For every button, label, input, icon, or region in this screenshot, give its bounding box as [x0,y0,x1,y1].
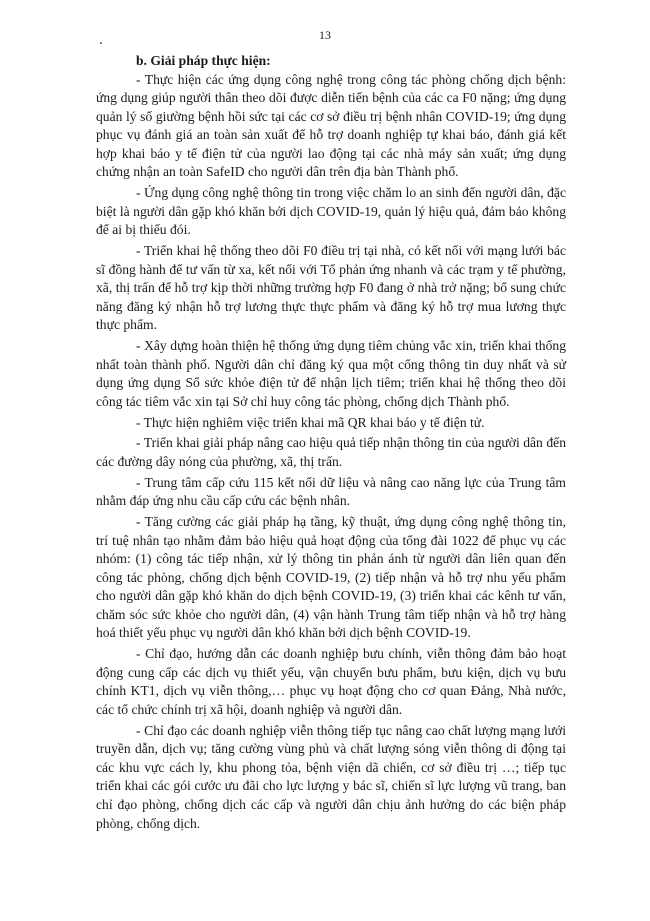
paragraph-4: - Xây dựng hoàn thiện hệ thống ứng dụng tiêm chủng vắc xin, triển khai thống nhất toàn thành phố. Người dân chỉ đăng ký qua một cổng thông tin duy nhất và sử dụng ứng dụng Sổ sức khỏe điện tử để nhận lịch tiêm; triển khai hệ thống theo dõi công tác tiêm vắc xin tại Sở chỉ huy công tác phòng, chống dịch Thành phố. [96,338,566,409]
paragraph-7: - Trung tâm cấp cứu 115 kết nối dữ liệu và nâng cao năng lực của Trung tâm nhằm đáp ứng nhu cầu cấp cứu các bệnh nhân. [96,474,566,509]
paragraph-9: - Chỉ đạo, hướng dẫn các doanh nghiệp bưu chính, viễn thông đảm bảo hoạt động cung cấp các dịch vụ thiết yếu, vận chuyển bưu phẩm, bưu kiện, dịch vụ bưu chính KT1, dịch vụ viễn thông,… phục vụ hoạt động cho cơ quan Đảng, Nhà nước, các tổ chức chính trị xã hội, doanh nghiệp và người dân. [96,646,566,717]
paragraph-5: - Thực hiện nghiêm việc triển khai mã QR khai báo y tế điện tử. [136,414,485,430]
document-body [96,52,566,835]
paragraph-2: - Ứng dụng công nghệ thông tin trong việc chăm lo an sinh đến người dân, đặc biệt là người dân gặp khó khăn bởi dịch COVID-19, quản lý hiệu quả, đảm bảo không để ai bị thiếu đói. [96,185,566,238]
paragraph-6: - Triển khai giải pháp nâng cao hiệu quả tiếp nhận thông tin của người dân đến các đường dây nóng của phường, xã, thị trấn. [96,435,566,469]
paragraph-3: - Triển khai hệ thống theo dõi F0 điều trị tại nhà, có kết nối với mạng lưới bác sĩ đồng hành để tư vấn từ xa, kết nối với Tổ phản ứng nhanh và các trạm y tế phường, xã, thị trấn để hỗ trợ kịp thời những trường hợp F0 đang ở nhà trở nặng; bổ sung chức năng đăng ký nhận hỗ trợ lương thực thực phẩm và đăng ký hỗ trợ mua lương thực thực phẩm. [96,243,566,333]
section-heading: b. Giải pháp thực hiện: [136,53,271,68]
paragraph-8: - Tăng cường các giải pháp hạ tầng, kỹ thuật, ứng dụng công nghệ thông tin, trí tuệ nhân tạo nhằm đảm bảo hiệu quả hoạt động của tổng đài 1022 để phục vụ các nhóm: (1) công tác tiếp nhận, xử lý thông tin phản ánh từ người dân liên quan đến công tác phòng, chống dịch bệnh COVID-19, (2) tiếp nhận và hỗ trợ nhu yếu phẩm cho người dân gặp khó khăn do dịch bệnh COVID-19, (3) triển khai các kênh tư vấn, chăm sóc sức khỏe cho người dân, (4) vận hành Trung tâm tiếp nhận và hỗ trợ hàng hoá thiết yếu phục vụ người dân khó khăn bởi dịch bệnh COVID-19. [96,514,566,641]
page-number: 13 [319,28,331,42]
paragraph-10: - Chỉ đạo các doanh nghiệp viễn thông tiếp tục nâng cao chất lượng mạng lưới truyền dẫn, dịch vụ; tăng cường vùng phủ và chất lượng sóng viễn thông di động tại các khu vực cách ly, khu phong tỏa, bệnh viện dã chiến, cơ sở điều trị …; tiếp tục triển khai các gói cước ưu đãi cho lực lượng y bác sĩ, chiến sĩ lực lượng vũ trang, ban chỉ đạo phòng, chống dịch các cấp và người dân chịu ảnh hưởng do các biện pháp phòng, chống dịch. [96,722,566,831]
paragraph-1: - Thực hiện các ứng dụng công nghệ trong công tác phòng chống dịch bệnh: ứng dụng giúp người thân theo dõi được diễn tiến bệnh của các ca F0 nặng; ứng dụng quản lý số giường bệnh hồi sức tại các cơ sở điều trị bệnh nhân COVID-19; ứng dụng phục vụ đánh giá an toàn sản xuất để hỗ trợ doanh nghiệp tự khai báo, đánh giá kết hợp khai báo y tế điện tử của người lao động tại các nhà máy sản xuất; ứng dụng chứng nhận an toàn SafeID cho người dân trên địa bàn Thành phố. [96,71,566,180]
scan-mark [100,42,102,44]
